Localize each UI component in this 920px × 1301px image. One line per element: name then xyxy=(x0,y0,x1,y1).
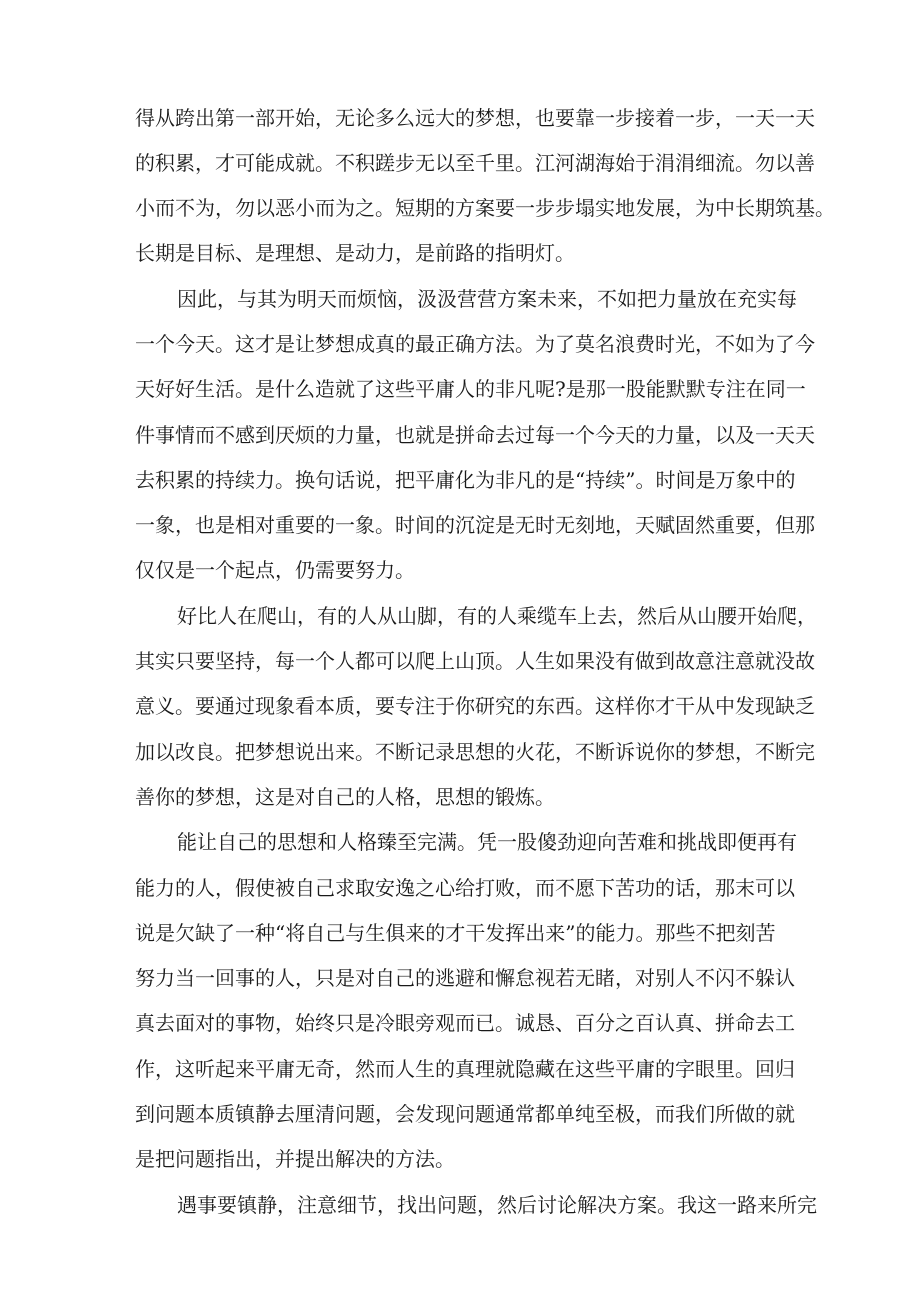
text-line: 加以改良。把梦想说出来。不断记录思想的火花，不断诉说你的梦想，不断完 xyxy=(135,740,815,764)
text-line: 一个今天。这才是让梦想成真的最正确方法。为了莫名浪费时光，不如为了今 xyxy=(135,332,815,356)
text-line: 天好好生活。是什么造就了这些平庸人的非凡呢?是那一股能默默专注在同一 xyxy=(135,377,806,401)
text-line: 好比人在爬山，有的人从山脚，有的人乘缆车上去，然后从山腰开始爬， xyxy=(177,604,817,628)
text-line: 作，这听起来平庸无奇，然而人生的真理就隐藏在这些平庸的字眼里。回归 xyxy=(135,1057,795,1081)
text-line: 的积累，才可能成就。不积蹉步无以至千里。江河湖海始于涓涓细流。勿以善 xyxy=(135,151,815,175)
text-line: 意义。要通过现象看本质，要专注于你研究的东西。这样你才干从中发现缺乏 xyxy=(135,694,815,718)
text-line: 善你的梦想，这是对自己的人格，思想的锻炼。 xyxy=(135,785,555,809)
text-line: 其实只要坚持，每一个人都可以爬上山顶。人生如果没有做到故意注意就没故 xyxy=(135,649,815,673)
text-line: 真去面对的事物，始终只是冷眼旁观而已。诚恳、百分之百认真、拼命去工 xyxy=(135,1011,795,1035)
text-line: 小而不为，勿以恶小而为之。短期的方案要一步步塌实地发展，为中长期筑基。 xyxy=(135,196,835,220)
text-line: 是把问题指出，并提出解决的方法。 xyxy=(135,1147,455,1171)
text-line: 去积累的持续力。换句话说，把平庸化为非凡的是“持续”。时间是万象中的 xyxy=(135,468,796,492)
text-line: 长期是目标、是理想、是动力，是前路的指明灯。 xyxy=(135,241,575,265)
text-line: 仅仅是一个起点，仍需要努力。 xyxy=(135,558,415,582)
text-line: 得从跨出第一部开始，无论多么远大的梦想，也要靠一步接着一步，一天一天 xyxy=(135,106,815,130)
text-line: 努力当一回事的人，只是对自己的逃避和懈怠视若无睹，对别人不闪不躲认 xyxy=(135,966,795,990)
text-line: 因此，与其为明天而烦恼，汲汲营营方案未来，不如把力量放在充实每 xyxy=(177,287,797,311)
text-line: 件事情而不感到厌烦的力量，也就是拼命去过每一个今天的力量，以及一天天 xyxy=(135,423,815,447)
text-line: 能力的人，假使被自己求取安逸之心给打败，而不愿下苦功的话，那末可以 xyxy=(135,876,795,900)
text-line: 遇事要镇静，注意细节，找出问题，然后讨论解决方案。我这一路来所完 xyxy=(177,1193,817,1217)
text-line: 说是欠缺了一种“将自己与生俱来的才干发挥出来”的能力。那些不把刻苦 xyxy=(135,921,776,945)
text-line: 到问题本质镇静去厘清问题，会发现问题通常都单纯至极，而我们所做的就 xyxy=(135,1102,795,1126)
text-line: 一象，也是相对重要的一象。时间的沉淀是无时无刻地，天赋固然重要，但那 xyxy=(135,513,815,537)
text-line: 能让自己的思想和人格臻至完满。凭一股傻劲迎向苦难和挑战即便再有 xyxy=(177,830,797,854)
